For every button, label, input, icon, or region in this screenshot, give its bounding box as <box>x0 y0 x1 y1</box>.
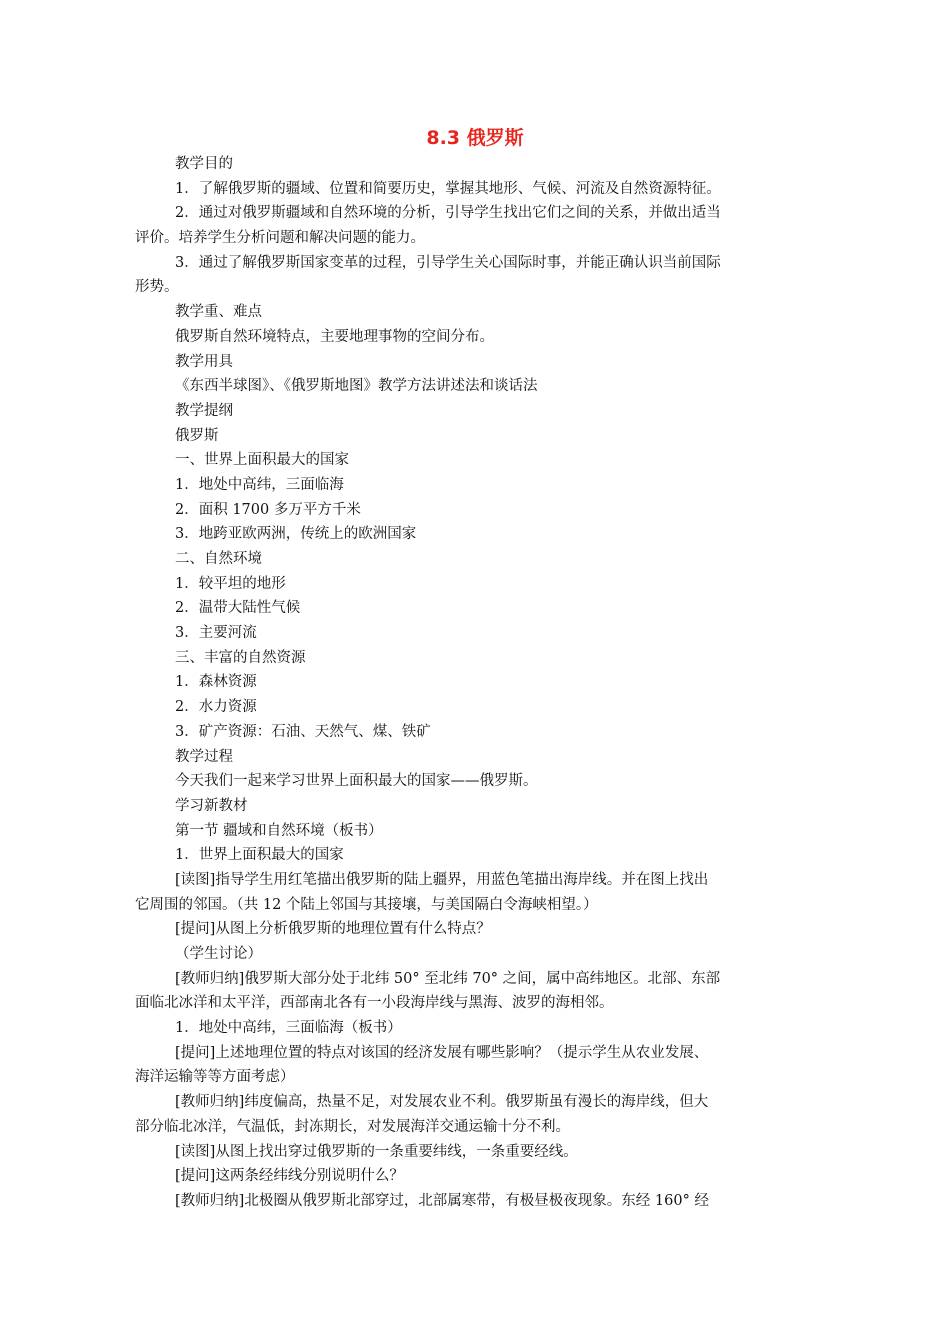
paragraph <box>175 448 815 473</box>
paragraph-line: 3．主要河流 <box>175 625 257 642</box>
page-title: 8.3 俄罗斯 <box>426 127 524 149</box>
paragraph-line: 1．世界上面积最大的国家 <box>175 847 344 864</box>
paragraph-line: 2．水力资源 <box>175 699 257 716</box>
paragraph <box>135 1090 815 1139</box>
paragraph <box>175 177 815 202</box>
paragraph <box>175 325 815 350</box>
paragraph <box>175 498 815 523</box>
paragraph <box>175 572 815 597</box>
paragraph-continuation: 它周围的邻国。（共 12 个陆上邻国与其接壤，与美国隔白令海峡相望。） <box>135 896 598 913</box>
paragraph-line: [读图]从图上找出穿过俄罗斯的一条重要纬线，一条重要经线。 <box>175 1143 578 1160</box>
paragraph-line: 学习新教材 <box>175 797 248 814</box>
paragraph-line: 3．地跨亚欧两洲，传统上的欧洲国家 <box>175 526 417 543</box>
paragraph <box>175 942 815 967</box>
paragraph-line: 教学过程 <box>175 748 233 765</box>
paragraph <box>175 596 815 621</box>
paragraph-line: 教学用具 <box>175 353 233 370</box>
paragraph-line: 今天我们一起来学习世界上面积最大的国家——俄罗斯。 <box>175 773 538 790</box>
paragraph <box>135 967 815 1016</box>
paragraph-line: 二、自然环境 <box>175 551 262 567</box>
paragraph <box>175 917 815 942</box>
paragraph <box>135 1041 815 1090</box>
paragraph-line: 2．面积 1700 多万平方千米 <box>175 501 361 518</box>
paragraph-line: 三、丰富的自然资源 <box>175 649 306 666</box>
paragraph <box>175 745 815 770</box>
paragraph <box>175 1164 815 1189</box>
paragraph-line: [教师归纳]北极圈从俄罗斯北部穿过，北部属寒带，有极昼极夜现象。东经 160° 经 <box>175 1192 709 1209</box>
paragraph-line: [教师归纳]纬度偏高，热量不足，对发展农业不利。俄罗斯虽有漫长的海岸线，但大 <box>175 1094 709 1111</box>
paragraph <box>175 794 815 819</box>
paragraph <box>135 868 815 917</box>
paragraph <box>135 201 815 250</box>
paragraph-line: [教师归纳]俄罗斯大部分处于北纬 50° 至北纬 70° 之间，属中高纬地区。北部、东部 <box>175 970 721 987</box>
paragraph-line: 俄罗斯自然环境特点，主要地理事物的空间分布。 <box>175 328 494 345</box>
paragraph-line: [提问]从图上分析俄罗斯的地理位置有什么特点？ <box>175 921 491 938</box>
paragraph-continuation: 部分临北冰洋，气温低，封冻期长，对发展海洋交通运输十分不利。 <box>135 1118 570 1135</box>
paragraph-continuation: 面临北冰洋和太平洋，西部南北各有一小段海岸线与黑海、波罗的海相邻。 <box>135 995 614 1012</box>
paragraph <box>175 769 815 794</box>
paragraph-line: 2．温带大陆性气候 <box>175 600 301 617</box>
paragraph <box>175 547 815 572</box>
paragraph <box>175 424 815 449</box>
paragraph-line: 1．地处中高纬，三面临海（板书） <box>175 1020 402 1037</box>
paragraph-line: 教学提纲 <box>175 402 233 419</box>
paragraph-continuation: 形势。 <box>135 279 179 296</box>
paragraph <box>175 152 815 177</box>
paragraph-line: 教学重、难点 <box>175 304 262 321</box>
paragraph <box>175 843 815 868</box>
paragraph <box>135 251 815 300</box>
paragraph <box>175 399 815 424</box>
paragraph-line: 1．地处中高纬，三面临海 <box>175 476 344 493</box>
paragraph-line: 一、世界上面积最大的国家 <box>175 452 349 469</box>
paragraph <box>175 522 815 547</box>
paragraph <box>175 646 815 671</box>
paragraph-line: [提问]这两条经纬线分别说明什么？ <box>175 1168 404 1185</box>
paragraph <box>175 720 815 745</box>
paragraph-line: 《东西半球图》、《俄罗斯地图》教学方法讲述法和谈话法 <box>175 378 538 395</box>
paragraph <box>175 374 815 399</box>
paragraph <box>175 819 815 844</box>
paragraph <box>175 1189 815 1214</box>
paragraph <box>175 1016 815 1041</box>
paragraph <box>175 695 815 720</box>
paragraph-line: 1．了解俄罗斯的疆域、位置和简要历史，掌握其地形、气候、河流及自然资源特征。 <box>175 180 721 197</box>
paragraph-line: [提问]上述地理位置的特点对该国的经济发展有哪些影响？（提示学生从农业发展、 <box>175 1044 709 1061</box>
paragraph-line: 2．通过对俄罗斯疆域和自然环境的分析，引导学生找出它们之间的关系，并做出适当 <box>175 205 721 222</box>
paragraph <box>175 621 815 646</box>
paragraph-line: 第一节 疆域和自然环境（板书） <box>175 822 383 839</box>
paragraph-line: 1．森林资源 <box>175 674 257 691</box>
paragraph-line: 俄罗斯 <box>175 427 219 444</box>
paragraph-line: 3．通过了解俄罗斯国家变革的过程，引导学生关心国际时事，并能正确认识当前国际 <box>175 254 721 271</box>
paragraph <box>175 670 815 695</box>
paragraph-line: 3．矿产资源：石油、天然气、煤、铁矿 <box>175 723 431 740</box>
paragraph-continuation: 评价。培养学生分析问题和解决问题的能力。 <box>135 230 425 247</box>
paragraph <box>175 350 815 375</box>
paragraph <box>175 1140 815 1165</box>
paragraph <box>175 300 815 325</box>
document-body <box>135 152 815 1214</box>
paragraph <box>175 473 815 498</box>
paragraph-line: （学生讨论） <box>175 946 262 962</box>
paragraph-line: 教学目的 <box>175 156 233 172</box>
paragraph-line: 1．较平坦的地形 <box>175 575 286 592</box>
paragraph-line: [读图]指导学生用红笔描出俄罗斯的陆上疆界，用蓝色笔描出海岸线。并在图上找出 <box>175 871 709 888</box>
paragraph-continuation: 海洋运输等等方面考虑） <box>135 1069 295 1086</box>
